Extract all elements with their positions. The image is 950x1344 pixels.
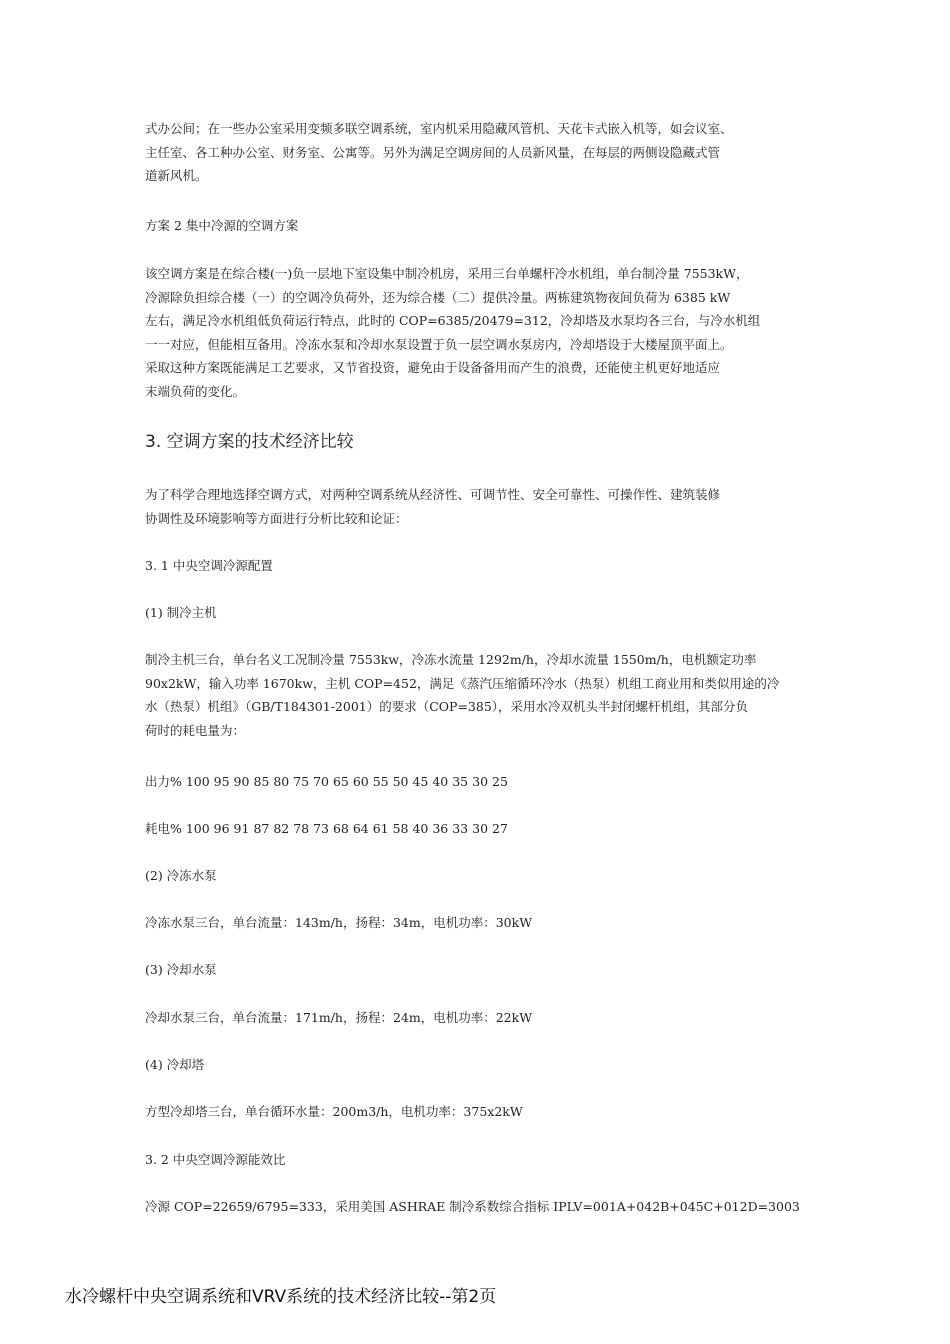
text-line: 为了科学合理地选择空调方式，对两种空调系统从经济性、可调节性、安全可靠性、可操作性、建筑装修 bbox=[145, 487, 721, 502]
cop-text: 冷源 COP=22659/6795=333，采用美国 ASHRAE 制冷系数综合指标 IPLV=001A+042B+045C+012D=3003 bbox=[145, 1199, 800, 1214]
subsection-title-3-2: 3. 2 中央空调冷源能效比 bbox=[145, 1152, 286, 1167]
chilled-pump-text: 冷冻水泵三台，单台流量：143m/h，扬程：34m，电机功率：30kW bbox=[145, 915, 533, 930]
text-line: 式办公间；在一些办公室采用变频多联空调系统，室内机采用隐藏风管机、天花卡式嵌入机等，如会议室、 bbox=[145, 121, 733, 136]
section-heading: 3. 空调方案的技术经济比较 bbox=[145, 432, 354, 452]
text-line: 末端负荷的变化。 bbox=[145, 383, 246, 399]
page-footer: 水冷螺杆中央空调系统和VRV系统的技术经济比较--第2页 bbox=[65, 1287, 497, 1307]
subsection-title: 3. 1 中央空调冷源配置 bbox=[145, 558, 273, 573]
chilled-pump-title: (2) 冷冻水泵 bbox=[145, 868, 217, 883]
cooling-pump-title: (3) 冷却水泵 bbox=[145, 962, 217, 977]
text-line: 荷时的耗电量为： bbox=[145, 722, 246, 738]
text-line: 协调性及环境影响等方面进行分析比较和论证： bbox=[145, 510, 408, 526]
scheme2-paragraph bbox=[145, 262, 810, 403]
chiller-paragraph bbox=[145, 648, 810, 742]
text-line: 道新风机。 bbox=[145, 168, 208, 183]
chiller-title: (1) 制冷主机 bbox=[145, 605, 217, 620]
intro-paragraph bbox=[145, 117, 810, 188]
output-percent-row: 出力% 100 95 90 85 80 75 70 65 60 55 50 45 40 35 30 25 bbox=[145, 774, 508, 789]
section3-paragraph bbox=[145, 483, 810, 530]
text-line: 主任室、各工种办公室、财务室、公寓等。另外为满足空调房间的人员新风量，在每层的两侧设隐藏式管 bbox=[145, 144, 721, 160]
text-line: 该空调方案是在综合楼(一)负一层地下室设集中制冷机房，采用三台单螺杆冷水机组，单台制冷量 7553kW， bbox=[145, 266, 749, 281]
cooling-pump-text: 冷却水泵三台，单台流量：171m/h，扬程：24m，电机功率：22kW bbox=[145, 1010, 533, 1025]
power-percent-row: 耗电% 100 96 91 87 82 78 73 68 64 61 58 40 36 33 30 27 bbox=[145, 821, 508, 836]
text-line: 水（热泵）机组》（GB/T184301-2001）的要求（COP=385），采用水冷双机头半封闭螺杆机组，其部分负 bbox=[145, 699, 749, 714]
text-line: 制冷主机三台，单台名义工况制冷量 7553kw，冷冻水流量 1292m/h，冷却水流量 1550m/h，电机额定功率 bbox=[145, 652, 757, 667]
cooling-tower-title: (4) 冷却塔 bbox=[145, 1057, 205, 1072]
scheme2-title: 方案 2 集中冷源的空调方案 bbox=[145, 218, 299, 233]
cooling-tower-text: 方型冷却塔三台，单台循环水量：200m3/h，电机功率：375x2kW bbox=[145, 1104, 523, 1119]
text-line: 90x2kW，输入功率 1670kw，主机 COP=452，满足《蒸汽压缩循环冷水（热泵）机组工商业用和类似用途的冷 bbox=[145, 675, 780, 691]
text-line: 左右，满足冷水机组低负荷运行特点，此时的 COP=6385/20479=312，冷却塔及水泵均各三台，与冷水机组 bbox=[145, 313, 761, 328]
text-line: 采取这种方案既能满足工艺要求，又节省投资，避免由于设备备用而产生的浪费，还能使主机更好地适应 bbox=[145, 360, 721, 375]
text-line: 一一对应，但能相互备用。冷冻水泵和冷却水泵设置于负一层空调水泵房内，冷却塔设于大楼屋顶平面上。 bbox=[145, 336, 733, 352]
text-line: 冷源除负担综合楼（一）的空调冷负荷外，还为综合楼（二）提供冷量。两栋建筑物夜间负荷为 6385 kW bbox=[145, 289, 731, 305]
